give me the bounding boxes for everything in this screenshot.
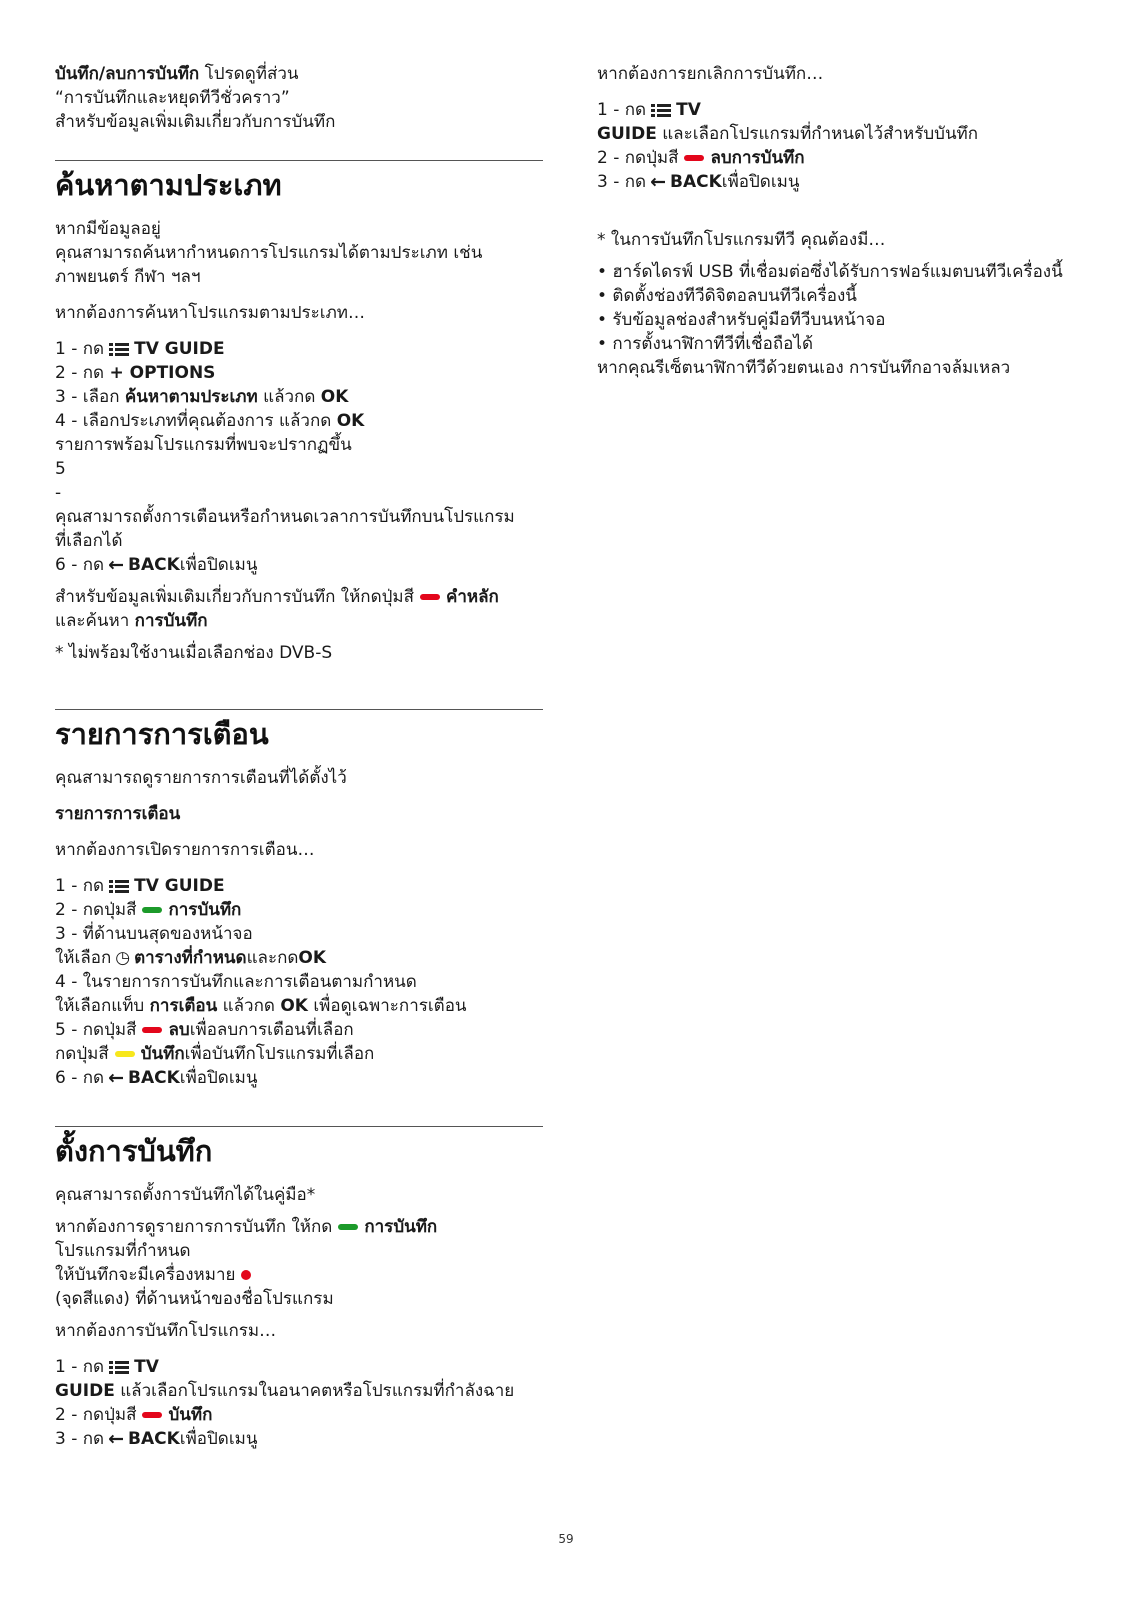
reminders-para-1: คุณสามารถดูรายการการเตือนที่ได้ตั้งไว้ [55,768,347,788]
reminders-step-5-line-2: กดปุ่มสี บันทึก เพื่อบันทึกโปรแกรมที่เลือก [55,1044,375,1064]
genre-step-5-dash: - [55,483,62,503]
genre-para-2: คุณสามารถค้นหากำหนดการโปรแกรมได้ตามประเภท เช่น [55,243,483,263]
setrec-para-3: หากต้องการบันทึกโปรแกรม… [55,1321,277,1341]
requirement-item: • ฮาร์ดไดรฟ์ USB ที่เชื่อมต่อซึ่งได้รับการฟอร์แมตบนทีวีเครื่องนี้ [597,262,1063,282]
reminders-step-3: 3 - ที่ด้านบนสุดของหน้าจอ [55,924,253,944]
back-arrow-icon: ← [650,171,667,193]
green-key-icon [338,1224,358,1230]
intro-block [55,62,543,134]
reminders-step-6: 6 - กด ← BACK เพื่อปิดเมนู [55,1067,258,1089]
red-key-icon [420,594,440,600]
reminders-step-1: 1 - กด TV GUIDE [55,876,225,896]
genre-step-4: 4 - เลือกประเภทที่คุณต้องการ แล้วกด OK [55,411,365,431]
genre-para-1: หากมีข้อมูลอยู่ [55,219,161,239]
setrec-para-2-line-3: ให้บันทึกจะมีเครื่องหมาย [55,1263,543,1287]
cancel-para: หากต้องการยกเลิกการบันทึก… [597,64,824,84]
requirement-item: • ติดตั้งช่องทีวีดิจิตอลบนทีวีเครื่องนี้ [597,286,857,306]
tv-guide-icon [651,102,671,118]
setrec-step-3: 3 - กด ← BACK เพื่อปิดเมนู [55,1428,258,1450]
setrec-para-2: หากต้องการดูรายการการบันทึก ให้กด การบันทึก [55,1217,438,1237]
cancel-step-1: 1 - กด TV [597,100,701,120]
red-dot-icon [241,1270,251,1280]
red-key-icon [684,155,704,161]
left-column [55,62,543,1451]
genre-step-4-line-2: รายการพร้อมโปรแกรมที่พบจะปรากฏขึ้น [55,435,352,455]
page-number: 59 [558,1532,574,1546]
setrec-para-2-line-4: (จุดสีแดง) ที่ด้านหน้าของชื่อโปรแกรม [55,1289,334,1309]
requirements-title: * ในการบันทึกโปรแกรมทีวี คุณต้องมี… [597,230,886,250]
reminders-subtitle: รายการการเตือน [55,804,181,824]
intro-line-2: “การบันทึกและหยุดทีวีชั่วคราว” [55,88,290,108]
back-arrow-icon: ← [108,1428,125,1450]
genre-step-6: 6 - กด ← BACK เพื่อปิดเมนู [55,554,258,576]
requirement-item: • การตั้งนาฬิกาทีวีที่เชื่อถือได้ [597,334,813,354]
back-arrow-icon: ← [108,1067,125,1089]
cancel-step-2: 2 - กดปุ่มสี ลบการบันทึก [597,148,805,168]
intro-line-3: สำหรับข้อมูลเพิ่มเติมเกี่ยวกับการบันทึก [55,112,336,132]
clock-icon: ◷ [115,948,131,968]
genre-step-3: 3 - เลือก ค้นหาตามประเภท แล้วกด OK [55,387,349,407]
section-title-genre: ค้นหาตามประเภท [55,168,282,202]
setrec-para-1: คุณสามารถตั้งการบันทึกได้ในคู่มือ* [55,1185,316,1205]
setrec-para-2-line-2: โปรแกรมที่กำหนด [55,1241,191,1261]
genre-step-5-line-1: คุณสามารถตั้งการเตือนหรือกำหนดเวลาการบันทึกบนโปรแกรม [55,507,515,527]
setrec-step-1-line-2: GUIDE แล้วเลือกโปรแกรมในอนาคตหรือโปรแกรมที่กำลังฉาย [55,1381,515,1401]
right-column [597,62,1097,380]
genre-para-4: หากต้องการค้นหาโปรแกรมตามประเภท… [55,303,366,323]
genre-step-5-number: 5 [55,459,66,479]
requirement-item: • รับข้อมูลช่องสำหรับคู่มือทีวีบนหน้าจอ [597,310,886,330]
reminders-para-2: หากต้องการเปิดรายการการเตือน… [55,840,315,860]
back-arrow-icon: ← [108,554,125,576]
red-key-icon [142,1027,162,1033]
intro-text: โปรดดูที่ส่วน [199,64,299,84]
reminders-step-4: 4 - ในรายการการบันทึกและการเตือนตามกำหนด [55,972,417,992]
reminders-step-5: 5 - กดปุ่มสี ลบ เพื่อลบการเตือนที่เลือก [55,1020,354,1040]
tv-guide-icon [109,1359,129,1375]
yellow-key-icon [115,1051,135,1057]
intro-bold: บันทึก/ลบการบันทึก [55,64,200,84]
genre-more-info: สำหรับข้อมูลเพิ่มเติมเกี่ยวกับการบันทึก ให้กดปุ่มสี คำหลัก [55,587,499,607]
tv-guide-icon [109,878,129,894]
genre-step-2: 2 - กด + OPTIONS [55,363,216,383]
genre-more-info-line-2: และค้นหา การบันทึก [55,611,208,631]
red-key-icon [142,1412,162,1418]
genre-para-3: ภาพยนตร์ กีฬา ฯลฯ [55,267,201,287]
green-key-icon [142,907,162,913]
setrec-step-2: 2 - กดปุ่มสี บันทึก [55,1405,213,1425]
cancel-step-1-line-2: GUIDE และเลือกโปรแกรมที่กำหนดไว้สำหรับบันทึก [597,124,979,144]
reminders-step-2: 2 - กดปุ่มสี การบันทึก [55,900,242,920]
section-title-set-recording: ตั้งการบันทึก [55,1134,213,1168]
reminders-step-3-line-2: ให้เลือก ◷ ตารางที่กำหนด และกด OK [55,948,327,968]
cancel-step-3: 3 - กด ← BACK เพื่อปิดเมนู [597,171,800,193]
tv-guide-icon [109,341,129,357]
genre-note: * ไม่พร้อมใช้งานเมื่อเลือกช่อง DVB-S [55,643,333,663]
reminders-step-4-line-2: ให้เลือกแท็บ การเตือน แล้วกด OK เพื่อดูเฉพาะการเตือน [55,996,467,1016]
section-title-reminders: รายการการเตือน [55,717,269,751]
setrec-step-1: 1 - กด TV [55,1357,159,1377]
genre-step-1: 1 - กด TV GUIDE [55,339,225,359]
genre-step-5-line-2: ที่เลือกได้ [55,531,123,551]
requirements-note: หากคุณรีเซ็ตนาฬิกาทีวีด้วยตนเอง การบันทึกอาจล้มเหลว [597,358,1011,378]
